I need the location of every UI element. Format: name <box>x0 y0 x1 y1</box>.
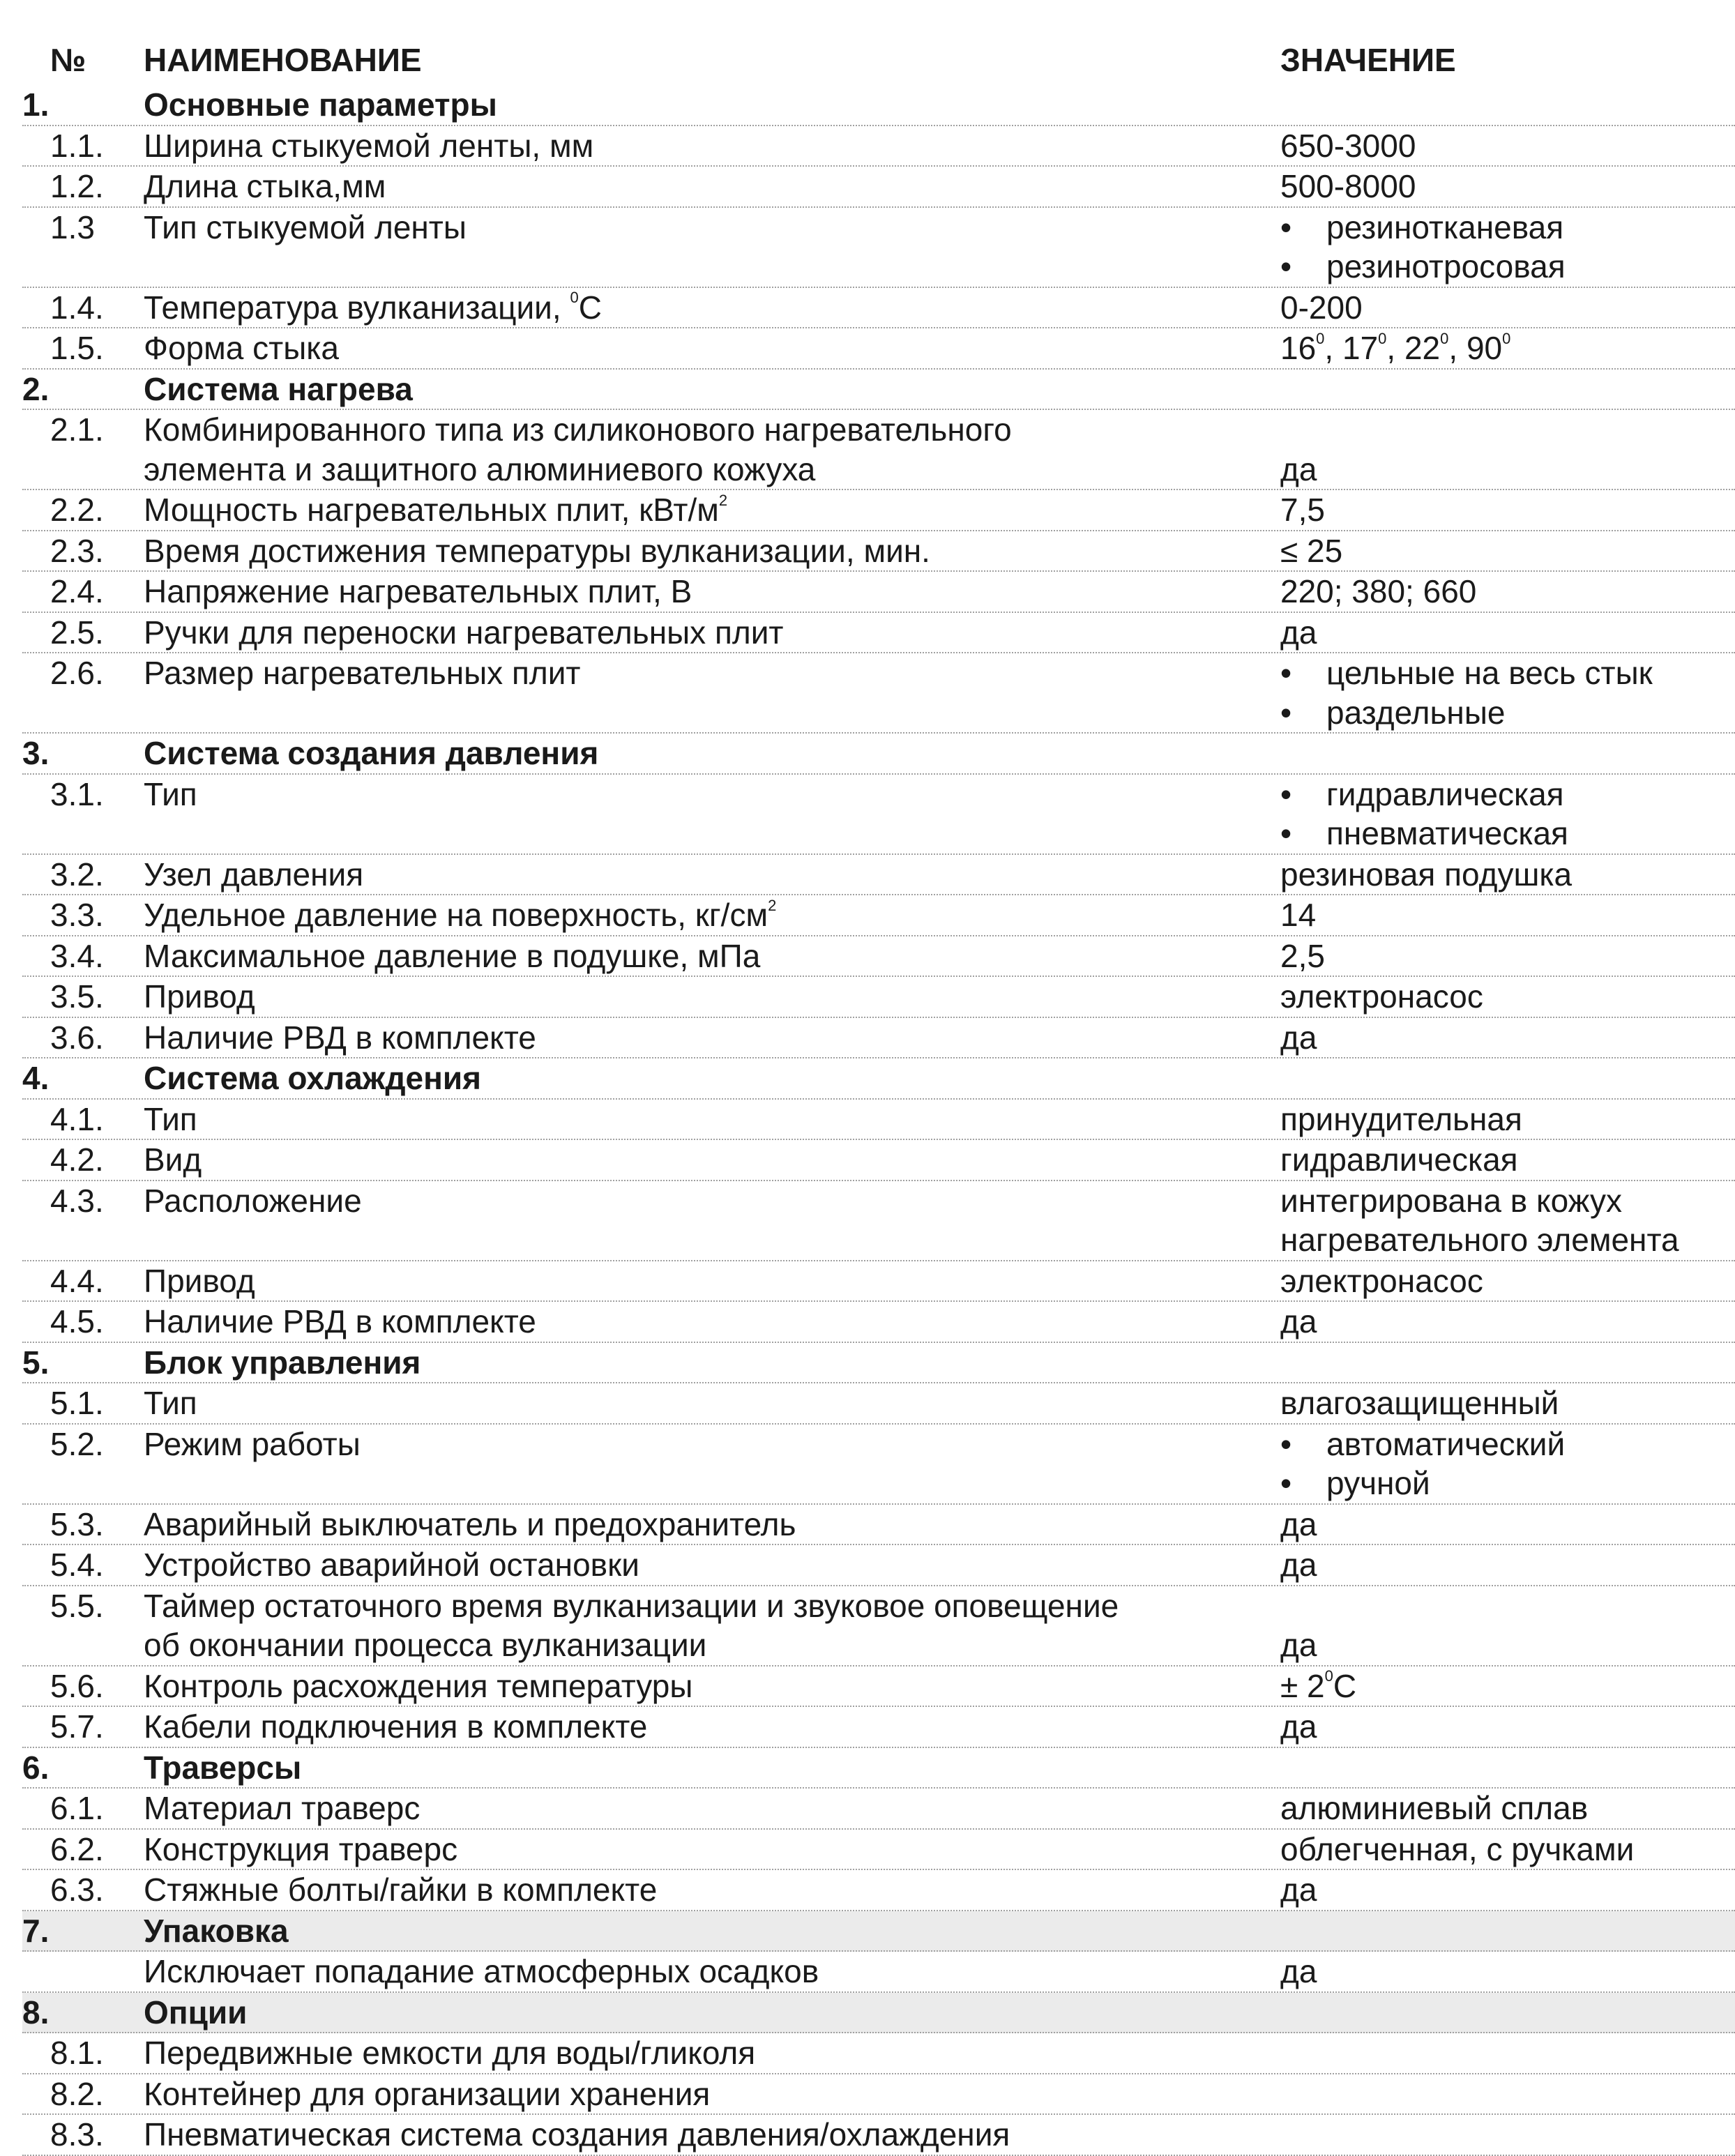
row-name <box>144 653 1280 732</box>
row-number: 1.2. <box>50 168 104 204</box>
row-name <box>144 2074 1280 2114</box>
table-row <box>22 1789 1735 1830</box>
value-line: 14 <box>1280 897 1317 933</box>
row-number: 4.5. <box>50 1303 104 1339</box>
section-row <box>22 370 1735 411</box>
superscript: 0 <box>570 289 579 307</box>
row-number: 3.1. <box>50 775 104 812</box>
row-name <box>144 167 1280 206</box>
row-name <box>144 1140 1280 1180</box>
bullet-icon: • <box>1280 208 1292 245</box>
row-value <box>1280 936 1735 976</box>
name-line: Ручки для переноски нагревательных плит <box>144 614 784 651</box>
value-line: облегченная, с ручками <box>1280 1830 1635 1867</box>
row-name <box>144 1343 1280 1383</box>
name-line: об окончании процесса вулканизации <box>144 1627 707 1663</box>
row-name <box>144 1261 1280 1301</box>
value-line: 0-200 <box>1280 289 1363 326</box>
name-line: Блок управления <box>144 1344 421 1381</box>
row-name <box>144 85 1280 125</box>
row-name <box>144 1748 1280 1788</box>
table-row <box>22 1707 1735 1748</box>
row-number: 5. <box>22 1344 50 1381</box>
row-value <box>1280 1707 1735 1747</box>
bullet-item <box>1280 1464 1735 1503</box>
name-line: Тип <box>144 775 197 812</box>
bullet-text: резинотросовая <box>1326 248 1566 284</box>
row-name <box>144 1586 1280 1665</box>
section-row <box>22 1748 1735 1789</box>
bullet-icon: • <box>1280 655 1292 691</box>
name-line: Стяжные болты/гайки в комплекте <box>144 1872 658 1908</box>
row-value <box>1280 1586 1735 1665</box>
table-row <box>22 1140 1735 1181</box>
row-value <box>1280 1425 1735 1503</box>
table-row <box>22 410 1735 490</box>
row-number: 4. <box>22 1060 50 1096</box>
superscript: 2 <box>718 491 728 509</box>
bullet-item <box>1280 775 1735 814</box>
bullet-icon: • <box>1280 694 1292 731</box>
superscript: 0 <box>1378 329 1387 347</box>
name-line: Форма стыка <box>144 330 339 366</box>
row-value <box>1280 895 1735 935</box>
value-line <box>1280 2115 1735 2155</box>
value-line: да <box>1280 1303 1317 1339</box>
row-number: 4.2. <box>50 1141 104 1178</box>
row-value <box>1280 531 1735 571</box>
table-row <box>22 208 1735 288</box>
bullet-text: ручной <box>1326 1465 1430 1501</box>
row-name <box>144 1018 1280 1058</box>
row-number: 2.4. <box>50 573 104 609</box>
row-number: 6.2. <box>50 1830 104 1867</box>
row-value <box>1280 653 1735 732</box>
row-name <box>144 1870 1280 1910</box>
name-line: Конструкция траверс <box>144 1830 458 1867</box>
row-value <box>1280 1302 1735 1342</box>
row-number: 5.7. <box>50 1708 104 1745</box>
table-row <box>22 1505 1735 1546</box>
name-line: Привод <box>144 978 255 1015</box>
row-value <box>1280 734 1735 773</box>
row-value <box>1280 1667 1735 1706</box>
row-name <box>144 1707 1280 1747</box>
row-value <box>1280 977 1735 1017</box>
row-number: 1.3 <box>50 208 95 245</box>
name-line: Передвижные емкости для воды/гликоля <box>144 2035 756 2071</box>
section-row <box>22 85 1735 126</box>
row-value <box>1280 1748 1735 1788</box>
row-value <box>1280 1383 1735 1423</box>
row-number: 3.4. <box>50 937 104 974</box>
name-line: Ширина стыкуемой ленты, мм <box>144 127 594 164</box>
row-number: 3.6. <box>50 1019 104 1056</box>
row-name <box>144 1545 1280 1585</box>
table-row <box>22 653 1735 734</box>
table-row <box>22 1425 1735 1505</box>
bullet-icon: • <box>1280 1465 1292 1501</box>
name-line: Тип <box>144 1100 197 1137</box>
row-name <box>144 1911 1280 1951</box>
row-value <box>1280 1181 1735 1260</box>
row-number: 6.3. <box>50 1872 104 1908</box>
row-value <box>1280 613 1735 653</box>
name-line: Вид <box>144 1141 202 1178</box>
section-row <box>22 1058 1735 1100</box>
value-line: да <box>1280 1708 1317 1745</box>
value-line: электронасос <box>1280 978 1483 1015</box>
row-name <box>144 1302 1280 1342</box>
table-row <box>22 328 1735 370</box>
row-value <box>1280 1789 1735 1828</box>
row-name <box>144 1100 1280 1139</box>
row-number: 1.4. <box>50 289 104 326</box>
row-name <box>144 977 1280 1017</box>
table-row <box>22 1018 1735 1059</box>
name-line: Длина стыка,мм <box>144 168 386 204</box>
spec-table <box>22 35 1735 2156</box>
name-line: Основные параметры <box>144 86 497 123</box>
row-name <box>144 936 1280 976</box>
row-name <box>144 1830 1280 1869</box>
name-line: Размер нагревательных плит <box>144 655 581 691</box>
name-line: Узел давления <box>144 856 364 893</box>
value-line: да <box>1280 1627 1317 1663</box>
table-row <box>22 1952 1735 1993</box>
row-number: 1.5. <box>50 330 104 366</box>
value-line: да <box>1280 1953 1317 1989</box>
row-value <box>1280 2033 1735 2073</box>
name-line: Материал траверс <box>144 1790 421 1826</box>
row-number: 2.3. <box>50 532 104 569</box>
name-line: Время достижения температуры вулканизации, мин. <box>144 532 930 569</box>
table-row <box>22 490 1735 531</box>
row-name <box>144 1789 1280 1828</box>
table-row <box>22 572 1735 613</box>
bullet-icon: • <box>1280 1425 1292 1462</box>
bullet-text: цельные на весь стык <box>1326 655 1653 691</box>
name-line: Удельное давление на поверхность, $кг/см^2$ <box>144 896 777 933</box>
row-value <box>1280 1505 1735 1544</box>
name-line: Максимальное давление в подушке, мПа <box>144 937 761 974</box>
table-row <box>22 1261 1735 1303</box>
superscript: 0 <box>1440 329 1449 347</box>
row-name <box>144 1058 1280 1098</box>
name-line: Система создания давления <box>144 735 599 771</box>
row-value <box>1280 370 1735 409</box>
table-row <box>22 1302 1735 1343</box>
name-line: Тип стыкуемой ленты <box>144 208 467 245</box>
value-line: интегрирована в кожух <box>1280 1182 1622 1219</box>
table-header <box>22 35 1735 85</box>
table-row <box>22 1383 1735 1425</box>
table-row <box>22 2033 1735 2074</box>
bullet-text: пневматическая <box>1326 815 1568 851</box>
value-line: да <box>1280 614 1317 651</box>
row-name <box>144 410 1280 489</box>
row-number: 8. <box>22 1994 50 2030</box>
row-name <box>144 208 1280 287</box>
row-number: 2.6. <box>50 655 104 691</box>
table-row <box>22 1100 1735 1141</box>
row-number: 1. <box>22 86 50 123</box>
name-line: Напряжение нагревательных плит, В <box>144 573 692 609</box>
bullet-text: раздельные <box>1326 694 1506 731</box>
value-line: нагревательного элемента <box>1280 1222 1679 1258</box>
row-value <box>1280 410 1735 489</box>
row-number: 5.1. <box>50 1385 104 1421</box>
row-value <box>1280 2115 1735 2155</box>
value-line: электронасос <box>1280 1262 1483 1299</box>
row-number <box>22 1952 144 1991</box>
table-row <box>22 855 1735 896</box>
name-line: Расположение <box>144 1182 362 1219</box>
row-name <box>144 1383 1280 1423</box>
header-name: НАИМЕНОВАНИЕ <box>144 41 422 78</box>
value-line <box>1280 410 1735 450</box>
table-row <box>22 126 1735 167</box>
row-number: 8.1. <box>50 2035 104 2071</box>
bullet-item <box>1280 1425 1735 1464</box>
row-name <box>144 2033 1280 2073</box>
value-line: да <box>1280 1019 1317 1056</box>
row-value <box>1280 775 1735 853</box>
row-name <box>144 328 1280 368</box>
name-line: Температура вулканизации, $^0$С <box>144 289 602 326</box>
row-name <box>144 775 1280 853</box>
name-line: Аварийный выключатель и предохранитель <box>144 1505 796 1542</box>
value-line: 220; 380; 660 <box>1280 573 1477 609</box>
name-line: Режим работы <box>144 1425 361 1462</box>
section-row <box>22 1911 1735 1952</box>
table-row <box>22 288 1735 329</box>
table-row <box>22 167 1735 208</box>
row-value <box>1280 572 1735 612</box>
row-name <box>144 1952 1280 1991</box>
table-row <box>22 2074 1735 2116</box>
bullet-text: автоматический <box>1326 1425 1566 1462</box>
name-line: Мощность нагревательных плит, кВт/$м^2$ <box>144 491 728 528</box>
section-row <box>22 1993 1735 2034</box>
row-number: 4.1. <box>50 1100 104 1137</box>
row-number: 3.5. <box>50 978 104 1015</box>
name-line: Привод <box>144 1262 255 1299</box>
table-row <box>22 1870 1735 1911</box>
row-name <box>144 2115 1280 2155</box>
row-number: 8.3. <box>50 2116 104 2153</box>
value-line: влагозащищенный <box>1280 1385 1559 1421</box>
table-row <box>22 895 1735 936</box>
row-name <box>144 734 1280 773</box>
bullet-icon: • <box>1280 815 1292 851</box>
section-row <box>22 1343 1735 1384</box>
value-line: ≤ 25 <box>1280 532 1343 569</box>
bullet-text: гидравлическая <box>1326 775 1564 812</box>
bullet-item <box>1280 814 1735 853</box>
value-line: принудительная <box>1280 1100 1522 1137</box>
row-name <box>144 572 1280 612</box>
row-name <box>144 1505 1280 1544</box>
bullet-item <box>1280 247 1735 287</box>
table-row <box>22 775 1735 855</box>
name-line: Тип <box>144 1385 197 1421</box>
bullet-item <box>1280 693 1735 733</box>
superscript: 0 <box>1502 329 1511 347</box>
row-value <box>1280 490 1735 530</box>
name-line: Устройство аварийной остановки <box>144 1547 639 1583</box>
table-body <box>22 85 1735 2156</box>
bullet-icon: • <box>1280 248 1292 284</box>
row-value <box>1280 1261 1735 1301</box>
row-value <box>1280 855 1735 895</box>
row-number: 5.3. <box>50 1505 104 1542</box>
bullet-text: резинотканевая <box>1326 208 1564 245</box>
name-line: Наличие РВД в комплекте <box>144 1303 536 1339</box>
row-number: 2.5. <box>50 614 104 651</box>
header-num: № <box>50 41 86 78</box>
row-number: 5.4. <box>50 1547 104 1583</box>
row-value <box>1280 1100 1735 1139</box>
name-line: Исключает попадание атмосферных осадков <box>144 1953 819 1989</box>
table-row <box>22 2115 1735 2156</box>
value-line: резиновая подушка <box>1280 856 1573 893</box>
name-line: Траверсы <box>144 1749 302 1786</box>
bullet-icon: • <box>1280 775 1292 812</box>
name-line: Упаковка <box>144 1912 289 1949</box>
value-line: 7,5 <box>1280 492 1325 528</box>
row-name <box>144 1667 1280 1706</box>
row-value <box>1280 208 1735 287</box>
name-line: Кабели подключения в комплекте <box>144 1708 648 1745</box>
row-number: 4.3. <box>50 1182 104 1219</box>
row-value <box>1280 1911 1735 1951</box>
table-row <box>22 613 1735 654</box>
value-line: алюминиевый сплав <box>1280 1790 1589 1826</box>
table-row <box>22 1586 1735 1667</box>
row-number: 7. <box>22 1912 50 1949</box>
row-name <box>144 1425 1280 1503</box>
row-name <box>144 855 1280 895</box>
name-line: Комбинированного типа из силиконового нагревательного <box>144 411 1012 448</box>
row-value <box>1280 288 1735 328</box>
row-name <box>144 895 1280 935</box>
value-line: 500-8000 <box>1280 168 1416 204</box>
row-value <box>1280 1343 1735 1383</box>
row-number: 6. <box>22 1749 50 1786</box>
bullet-item <box>1280 208 1735 248</box>
row-number: 5.2. <box>50 1425 104 1462</box>
row-value <box>1280 167 1735 206</box>
row-number: 2.1. <box>50 411 104 448</box>
table-row <box>22 1667 1735 1708</box>
row-value <box>1280 1870 1735 1910</box>
row-value <box>1280 126 1735 166</box>
row-name <box>144 288 1280 328</box>
name-line: Опции <box>144 1994 248 2030</box>
table-row <box>22 531 1735 572</box>
value-line <box>1280 2074 1735 2114</box>
value-line <box>1280 2033 1735 2073</box>
row-name <box>144 1993 1280 2033</box>
table-row <box>22 936 1735 978</box>
superscript: 0 <box>1324 1667 1333 1685</box>
name-line: Пневматическая система создания давления/охлаждения <box>144 2116 1010 2153</box>
row-number: 3. <box>22 735 50 771</box>
row-number: 8.2. <box>50 2075 104 2112</box>
bullet-item <box>1280 653 1735 693</box>
name-line: Система нагрева <box>144 370 413 407</box>
row-number: 2.2. <box>50 492 104 528</box>
row-value <box>1280 328 1735 368</box>
row-number: 4.4. <box>50 1262 104 1299</box>
value-line: да <box>1280 1547 1317 1583</box>
row-name <box>144 370 1280 409</box>
row-value <box>1280 1140 1735 1180</box>
name-line: Наличие РВД в комплекте <box>144 1019 536 1056</box>
value-line: ± $2^0С$ <box>1280 1667 1357 1704</box>
value-line <box>1280 1586 1735 1626</box>
name-line: Контейнер для организации хранения <box>144 2075 711 2112</box>
row-value <box>1280 2074 1735 2114</box>
row-value <box>1280 1018 1735 1058</box>
row-value <box>1280 1058 1735 1098</box>
table-row <box>22 1181 1735 1261</box>
row-name <box>144 1181 1280 1260</box>
table-row <box>22 1545 1735 1586</box>
header-value: ЗНАЧЕНИЕ <box>1280 41 1456 78</box>
row-number: 5.5. <box>50 1587 104 1624</box>
row-number: 1.1. <box>50 127 104 164</box>
name-line: Таймер остаточного время вулканизации и звуковое оповещение <box>144 1587 1119 1624</box>
value-line: да <box>1280 1872 1317 1908</box>
value-line: гидравлическая <box>1280 1141 1518 1178</box>
row-name <box>144 531 1280 571</box>
row-value <box>1280 85 1735 125</box>
superscript: 0 <box>1316 329 1325 347</box>
row-value <box>1280 1545 1735 1585</box>
value-line: 2,5 <box>1280 937 1325 974</box>
row-name <box>144 126 1280 166</box>
value-line: 650-3000 <box>1280 127 1416 164</box>
section-row <box>22 734 1735 775</box>
row-number: 3.3. <box>50 897 104 933</box>
table-row <box>22 1830 1735 1871</box>
value-line: да <box>1280 450 1317 487</box>
row-number: 2. <box>22 370 50 407</box>
name-line: Контроль расхождения температуры <box>144 1667 693 1704</box>
row-number: 3.2. <box>50 856 104 893</box>
superscript: 2 <box>768 896 777 914</box>
row-number: 6.1. <box>50 1790 104 1826</box>
name-line: Система охлаждения <box>144 1060 482 1096</box>
value-line: $16^0$, $17^0$, $22^0$, $90^0$ <box>1280 329 1511 366</box>
row-value <box>1280 1952 1735 1991</box>
row-name <box>144 613 1280 653</box>
row-number: 5.6. <box>50 1667 104 1704</box>
row-name <box>144 490 1280 530</box>
value-line: да <box>1280 1505 1317 1542</box>
name-line: элемента и защитного алюминиевого кожуха <box>144 450 816 487</box>
table-row <box>22 977 1735 1018</box>
row-value <box>1280 1830 1735 1869</box>
row-value <box>1280 1993 1735 2033</box>
